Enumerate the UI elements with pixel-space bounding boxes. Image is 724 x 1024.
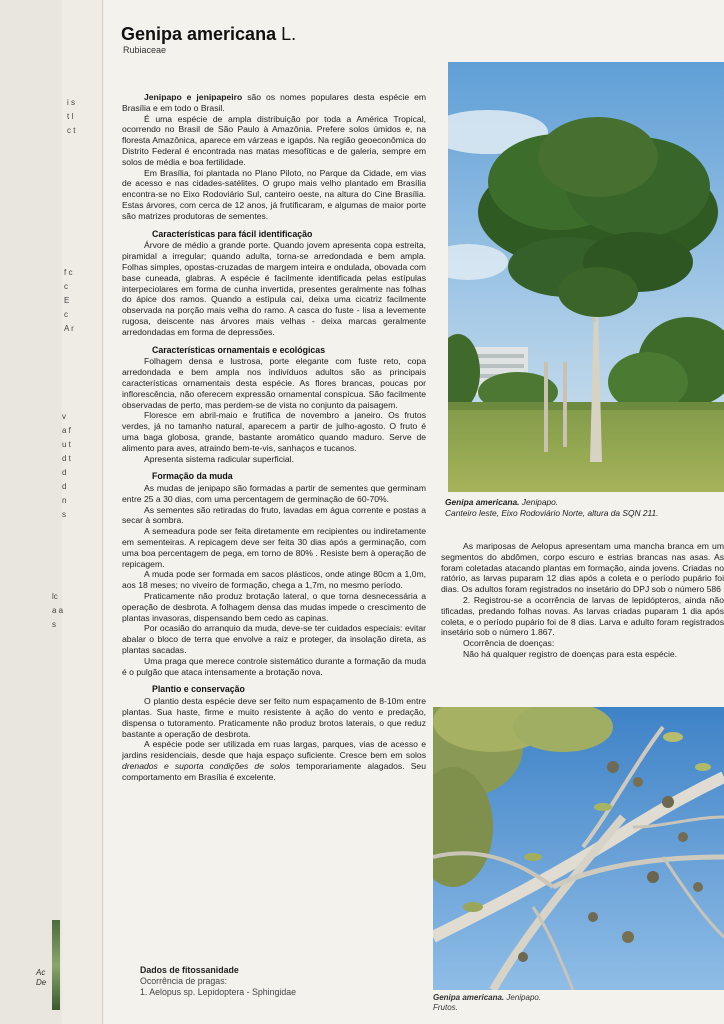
edge-caption: Ac De [36, 968, 47, 987]
family-name: Rubiaceae [123, 45, 167, 55]
section-paragraph: Apresenta sistema radicular superficial. [144, 453, 294, 464]
section-heading: Características ornamentais e ecológicas [152, 344, 326, 355]
tree-photo-caption: Genipa americana. Jenipapo. Canteiro leste, Eixo Rodoviário Norte, altura da SQN 211. [445, 497, 659, 518]
right-text-column [441, 541, 724, 689]
section-heading: Formação da muda [152, 471, 233, 482]
section-paragraph: Praticamente não produz brotação lateral, o que torna desnecessária a operação de desbrota. A folhagem densa das mudas impede o crescimento de plantas invasoras, dispensando bem cedo as capinas. [122, 591, 426, 623]
section-paragraph: Árvore de médio a grande porte. Quando jovem apresenta copa estreita, piramidal a irregular; quando adulta, torna-se arredondada e bem ampla. Folhas simples, opostas-cruzadas de margem inteira e ondulada, obovada com base cuneada, glabras. A espécie é facilmente identificada pelas estípulas interpeciolares em forma de cunha invertida, presentes geralmente nas folhas do ápice dos ramos. Quando a estípula cai, deixa uma cicatriz facilmente observada na porção mais velha do ramo. A casca do fuste - lisa a levemente rugosa, deiscente nas árvores mais velhas - deixa marcas geralmente arredondadas em forma de depressões. [122, 240, 426, 337]
edge-text-fragment: lc a a s [52, 592, 64, 629]
section-paragraph: O plantio desta espécie deve ser feito num espaçamento de 8-10m entre plantas. Sua haste, firme e muito resistente à ação do vento e predação, dispensa o tutoramento. Praticamente não produz brotos laterais, o que reduz bastante a operação de desbrota. [122, 696, 426, 739]
right-paragraph: Ocorrência de doenças: [463, 638, 555, 649]
section-paragraph: A muda pode ser formada em sacos plásticos, onde atinge 80cm a 1,0m, aos 18 meses; no viveiro de formação, chega a 1,7m, no mesmo período. [122, 569, 426, 591]
section-paragraph: Folhagem densa e lustrosa, porte elegante com fuste reto, copa arredondada e bem ampla nos indivíduos adultos são as principais características ornamentais desta espécie. As flores brancas, poucas por inflorescência, não oferecem expressão ornamental conspícua. São facilmente observadas de perto, mas perdem-se de vista no conjunto da paisagem. [122, 356, 426, 410]
edge-text-fragment: f c c E c A r [64, 268, 74, 333]
section-paragraph: As mudas de jenipapo são formadas a partir de sementes que germinam entre 25 a 30 dias, com uma percentagem de germinação de 60-70%. [122, 483, 426, 504]
page-title: Genipa americana L. [121, 24, 297, 44]
section-heading: Características para fácil identificação [152, 228, 313, 239]
edge-photo-strip [52, 920, 60, 1010]
phytosanitary-line: Ocorrência de pragas: [140, 976, 228, 986]
adjacent-page-edge [0, 0, 63, 1024]
phytosanitary-line: 1. Aelopus sp. Lepidoptera - Sphingidae [140, 987, 297, 997]
fruit-photo-caption: Genipa americana. Jenipapo. Frutos. [433, 993, 542, 1012]
intro-paragraph: É uma espécie de ampla distribuição por toda a América Tropical, ocorrendo no Brasil de São Paulo à Amazônia. Prefere solos úmidos e, na floresta Amazônica, aparece em várzeas e igapós. Na região geoeconômica do Distrito Federal é encontrada nas matas mesofíticas e de galeria, sempre em solos de média e boa fertilidade. [122, 113, 426, 167]
right-paragraph: As mariposas de Aelopus apresentam uma mancha branca em um segmentos do abdômen, corpo escuro e estrias brancas nas asas. As foram coletadas atacando plantas em formação, ainda jovens. Criadas no ratório, as larvas puparam 12 dias após a coleta e o período pupário foi dias. Os adultos foram registrados no insetário do DPJ sob o número 586 [441, 541, 724, 595]
section-paragraph: Por ocasião do arranquio da muda, deve-se ter cuidados especiais: evitar abalar o bloco de terra que envolve a raiz e proteger, da insolação direta, as plantas sacadas. [122, 623, 426, 656]
edge-text-fragment: i s t l c t [67, 98, 76, 135]
adjacent-page-edge-inner [62, 0, 103, 1024]
section-paragraph: A semeadura pode ser feita diretamente em recipientes ou indiretamente em sementeiras. A repicagem deve ser feita 30 dias após a germinação, com uma boa percentagem de pega, em torno de 80% . Resiste bem à operação de repicagem. [122, 526, 426, 569]
section-heading: Plantio e conservação [152, 684, 245, 695]
tree-photo [448, 62, 724, 492]
phytosanitary-heading: Dados de fitossanidade [140, 965, 239, 975]
edge-text-fragment: v a fu td td d n s [62, 412, 71, 519]
intro-paragraph: Jenipapo e jenipapeiro são os nomes populares desta espécie em Brasília e em todo o Brasil. [122, 92, 427, 113]
section-paragraph: A espécie pode ser utilizada em ruas largas, parques, vias de acesso e jardins residenciais, desde que haja espaço suficiente. Cresce bem em solos drenados e suporta condições de solos temporariamente alagados. Seu comportamento em Brasília é excelente. [122, 739, 426, 782]
right-paragraph: Não há qualquer registro de doenças para esta espécie. [463, 648, 678, 659]
main-text-column [122, 92, 426, 783]
section-paragraph: As sementes são retiradas do fruto, lavadas em água corrente e postas a secar à sombra. [122, 504, 426, 526]
section-paragraph: Floresce em abril-maio e frutifica de novembro a janeiro. Os frutos verdes, já no tamanho natural, aparecem a partir de julho-agosto. O fruto é uma baga globosa, grande, bastante aromático quando maduro. Serve de alimento para aves, atraindo bem-te-vis, sanhaços e tucanos. [122, 410, 426, 453]
phytosanitary-block [140, 965, 296, 998]
right-paragraph: 2. Registrou-se a ocorrência de larvas de lepidópteros, ainda não tificadas, predando folhas novas. As larvas criadas puparam 1 dia após coleta, e o período pupário foi de 8 dias. Larva e adulto foram registrados insetário sob o número 1.867. [441, 594, 724, 638]
section-paragraph: Uma praga que merece controle sistemático durante a formação da muda é o pulgão que ataca intensamente a brotação nova. [122, 655, 426, 677]
intro-paragraph: Em Brasília, foi plantada no Plano Piloto, no Parque da Cidade, em vias de acesso e nas cidades-satélites. O grupo mais velho plantado em Brasília encontra-se no Eixo Rodoviário Sul, canteiro oeste, na altura do Cine Brasília. Estas árvores, com cerca de 12 anos, já frutificaram, e algumas de maior porte são matrizes produtoras de sementes. [122, 167, 426, 221]
fruit-photo [433, 707, 724, 990]
